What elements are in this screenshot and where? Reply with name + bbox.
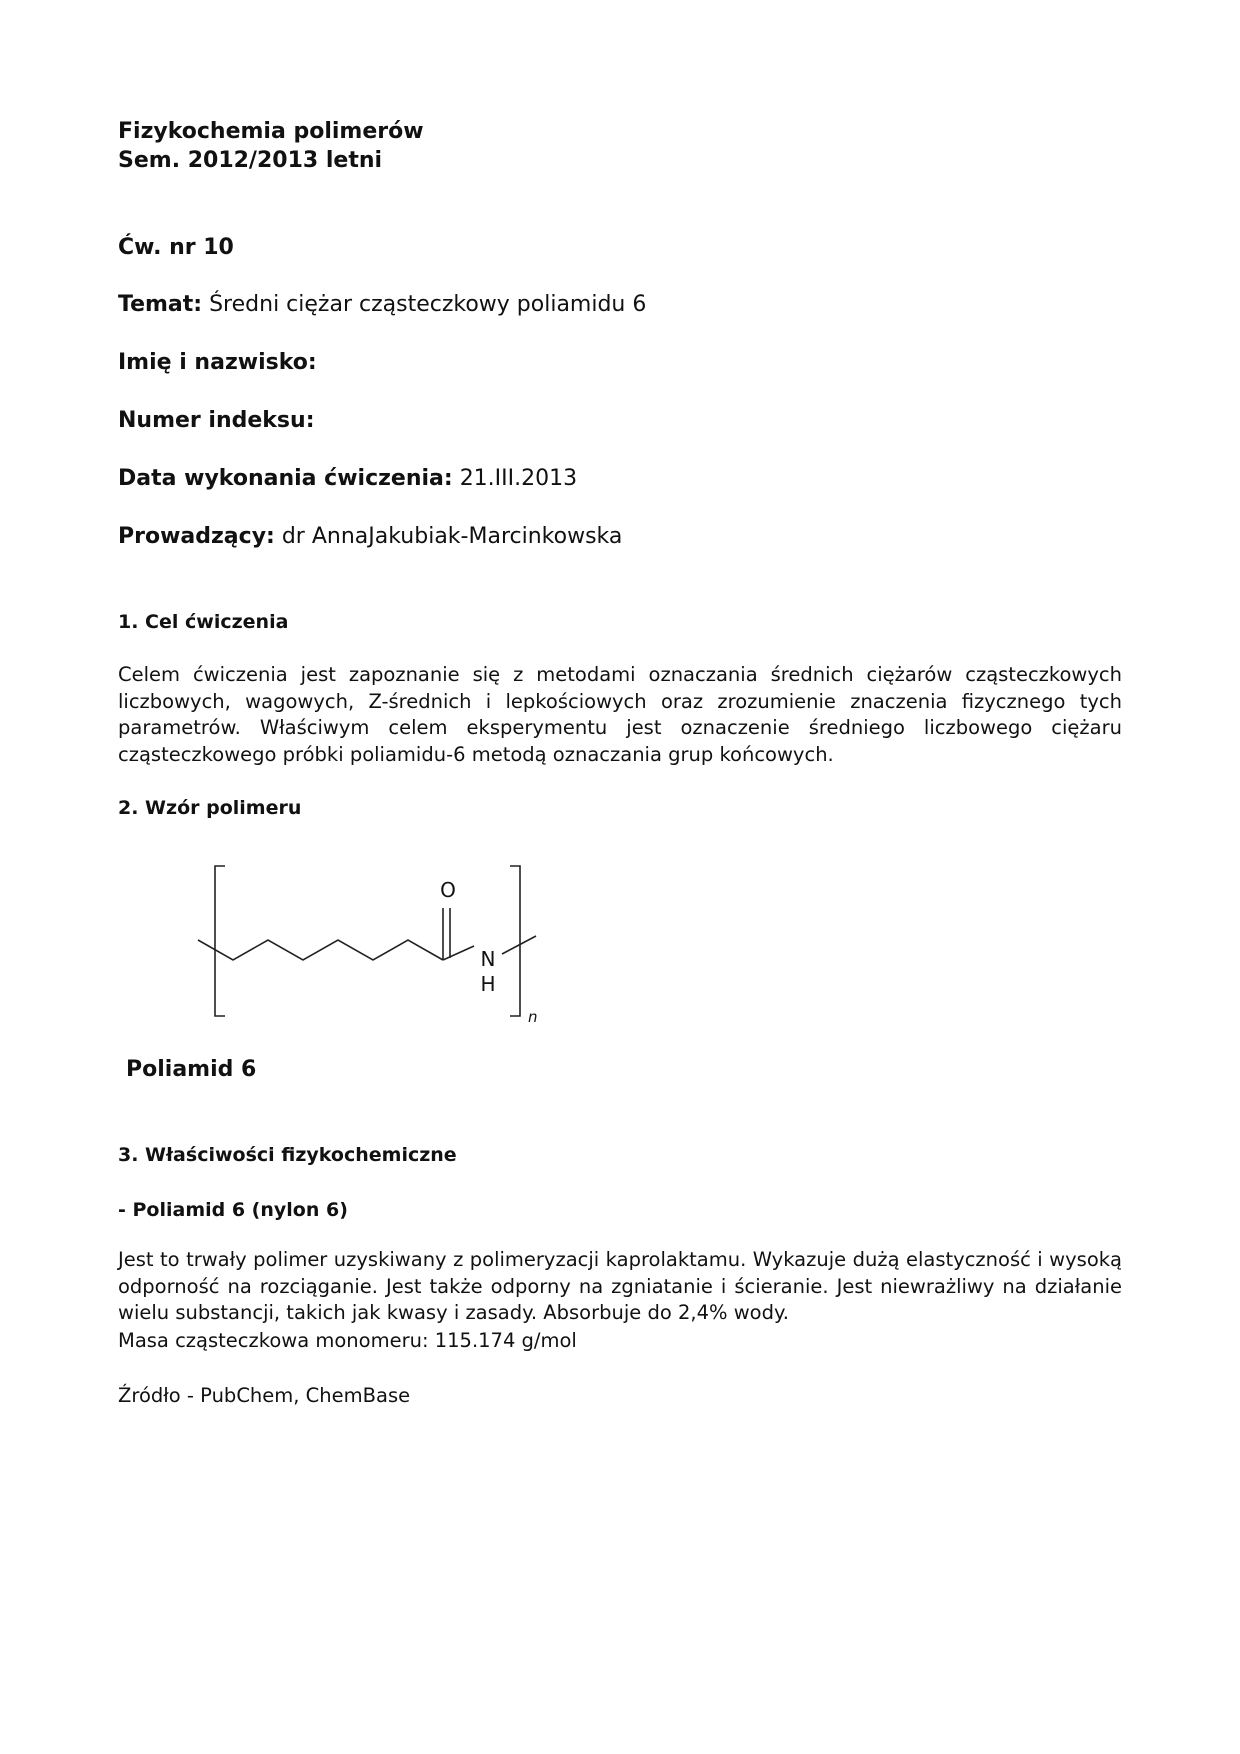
supervisor-value: dr AnnaJakubiak-Marcinkowska — [281, 524, 623, 549]
semester-line: Sem. 2012/2013 letni — [118, 148, 383, 173]
hydrogen-atom: H — [480, 972, 496, 996]
supervisor-label: Prowadzący: — [118, 524, 275, 549]
section3-heading: 3. Właściwości fizykochemiczne — [118, 1144, 457, 1166]
repeat-subscript: n — [528, 1008, 538, 1026]
right-bracket — [510, 866, 520, 1016]
section1-text: Celem ćwiczenia jest zapoznanie się z metodami oznaczania średnich ciężarów cząsteczkowych liczbowych, wagowych, Z-średnich i lepkościowych oraz zrozumienie znaczenia fizycznego tych parametrów. Właściwym celem eksperymentu jest oznaczenie średniego liczbowego ciężaru cząsteczkowego próbki poliamidu-6 metodą oznaczania grup końcowych. — [118, 663, 1122, 766]
course-title: Fizykochemia polimerów — [118, 119, 424, 144]
source-line: Źródło - PubChem, ChemBase — [118, 1384, 411, 1407]
index-label: Numer indeksu: — [118, 408, 315, 433]
left-bracket — [215, 866, 225, 1016]
molar-mass-line: Masa cząsteczkowa monomeru: 115.174 g/mol — [118, 1329, 577, 1352]
section1-heading: 1. Cel ćwiczenia — [118, 611, 289, 633]
nitrogen-atom: N — [480, 947, 496, 971]
topic-value: Średni ciężar cząsteczkowy poliamidu 6 — [209, 292, 647, 317]
date-label: Data wykonania ćwiczenia: — [118, 466, 453, 491]
section2-heading: 2. Wzór polimeru — [118, 797, 302, 819]
section3-paragraph — [118, 1247, 1122, 1327]
carbon-chain-bonds — [198, 940, 443, 960]
date-value: 21.III.2013 — [459, 466, 578, 491]
amide-bond — [443, 946, 474, 960]
section3-text: Jest to trwały polimer uzyskiwany z polimeryzacji kaprolaktamu. Wykazuje dużą elastyczność i wysoką odporność na rozciąganie. Jest także odporny na zgniatanie i ścieranie. Jest niewrażliwy na działanie wielu substancji, takich jak kwasy i zasady. Absorbuje do 2,4% wody. — [118, 1248, 1122, 1324]
name-label: Imię i nazwisko: — [118, 350, 317, 375]
nitrogen-tail-bond — [502, 936, 536, 954]
topic-label: Temat: — [118, 292, 203, 317]
oxygen-atom: O — [440, 878, 456, 902]
exercise-number: Ćw. nr 10 — [118, 235, 234, 260]
structure-caption: Poliamid 6 — [126, 1057, 257, 1082]
section3-subheading: - Poliamid 6 (nylon 6) — [118, 1199, 348, 1221]
